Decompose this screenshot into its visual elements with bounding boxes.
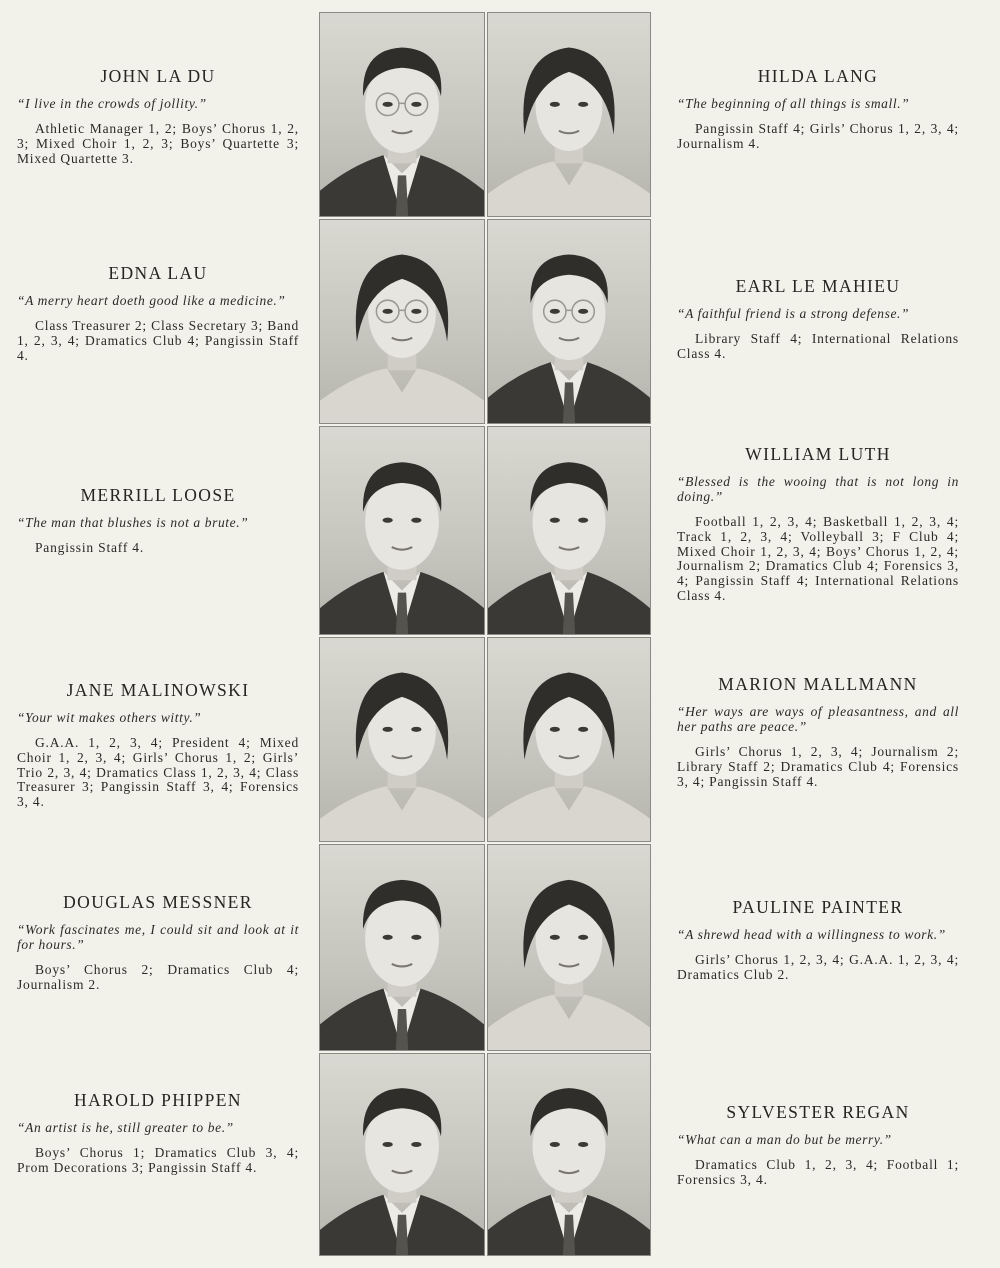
student-activities: G.A.A. 1, 2, 3, 4; President 4; Mixed Choir 1, 2, 3, 4; Girls’ Chorus 1, 2; Girls’ Trio 2, 3, 4; Dramatics Class 1, 2, 3, 4; Class Treasurer 3; Pangissin Staff 3, 4; Forensics 3, 4. bbox=[17, 735, 299, 810]
student-name: HILDA LANG bbox=[757, 66, 879, 86]
student-quote: “I live in the crowds of jollity.” bbox=[17, 96, 207, 111]
shoulders-shape bbox=[488, 161, 650, 216]
student-quote: “Your wit makes others witty.” bbox=[17, 710, 202, 725]
eye-shape bbox=[383, 102, 393, 107]
eye-shape bbox=[383, 935, 393, 940]
tie-shape bbox=[563, 382, 575, 423]
student-name: MARION MALLMANN bbox=[718, 674, 918, 694]
tie-shape bbox=[563, 1215, 575, 1255]
eye-shape bbox=[550, 309, 560, 314]
eye-shape bbox=[578, 518, 588, 523]
student-quote: “An artist is he, still greater to be.” bbox=[17, 1120, 234, 1135]
portrait-photo bbox=[319, 1053, 485, 1256]
eye-shape bbox=[383, 1142, 393, 1147]
student-name: SYLVESTER REGAN bbox=[726, 1102, 910, 1122]
student-name: PAULINE PAINTER bbox=[732, 897, 904, 917]
entry-earl-le-mahieu bbox=[677, 276, 959, 362]
student-activities: Library Staff 4; International Relations Class 4. bbox=[677, 331, 959, 361]
student-name: JANE MALINOWSKI bbox=[66, 680, 250, 700]
eye-shape bbox=[578, 309, 588, 314]
tie-shape bbox=[563, 593, 575, 634]
entry-william-luth bbox=[677, 444, 959, 604]
eye-shape bbox=[411, 1142, 421, 1147]
shoulders-shape bbox=[488, 786, 650, 841]
portrait-photo bbox=[487, 219, 651, 424]
eye-shape bbox=[383, 309, 393, 314]
eye-shape bbox=[383, 727, 393, 732]
shoulders-shape bbox=[488, 995, 650, 1050]
student-name: WILLIAM LUTH bbox=[745, 444, 891, 464]
portrait-silhouette bbox=[488, 427, 650, 634]
portrait-silhouette bbox=[320, 845, 484, 1050]
student-activities: Football 1, 2, 3, 4; Basketball 1, 2, 3, 4; Track 1, 2, 3, 4; Volleyball 3; F Club 4; Mixed Choir 1, 2, 3, 4; Boys’ Chorus 1, 2, 4; Journalism 2; Dramatics Club 4; Forensics 3, 4; Pangissin Staff 4; International Relations Class 4. bbox=[677, 514, 959, 603]
portrait-photo bbox=[319, 637, 485, 842]
portrait-silhouette bbox=[488, 220, 650, 423]
portrait-photo bbox=[319, 426, 485, 635]
portrait-silhouette bbox=[488, 845, 650, 1050]
eye-shape bbox=[550, 518, 560, 523]
student-quote: “What can a man do but be merry.” bbox=[677, 1132, 892, 1147]
eye-shape bbox=[411, 309, 421, 314]
portrait-photo bbox=[319, 219, 485, 424]
student-activities: Athletic Manager 1, 2; Boys’ Chorus 1, 2, 3; Mixed Choir 1, 2, 3; Boys’ Quartette 3; Mixed Quartette 3. bbox=[17, 121, 299, 166]
portrait-silhouette bbox=[320, 1054, 484, 1255]
tie-shape bbox=[396, 175, 408, 216]
eye-shape bbox=[550, 727, 560, 732]
entry-merrill-loose bbox=[17, 485, 299, 556]
student-activities: Girls’ Chorus 1, 2, 3, 4; Journalism 2; Library Staff 2; Dramatics Club 4; Forensics 3, 4; Pangissin Staff 4. bbox=[677, 744, 959, 789]
portrait-photo bbox=[487, 844, 651, 1051]
portrait-silhouette bbox=[320, 638, 484, 841]
student-activities: Class Treasurer 2; Class Secretary 3; Band 1, 2, 3, 4; Dramatics Club 4; Pangissin Staff 4. bbox=[17, 318, 299, 363]
eye-shape bbox=[411, 727, 421, 732]
student-activities: Boys’ Chorus 2; Dramatics Club 4; Journalism 2. bbox=[17, 962, 299, 992]
eye-shape bbox=[411, 518, 421, 523]
entry-sylvester-regan bbox=[677, 1102, 959, 1188]
student-name: MERRILL LOOSE bbox=[80, 485, 236, 505]
student-quote: “The man that blushes is not a brute.” bbox=[17, 515, 249, 530]
student-name: DOUGLAS MESSNER bbox=[63, 892, 253, 912]
eye-shape bbox=[550, 1142, 560, 1147]
student-name: JOHN LA DU bbox=[100, 66, 216, 86]
student-activities: Boys’ Chorus 1; Dramatics Club 3, 4; Prom Decorations 3; Pangissin Staff 4. bbox=[17, 1145, 299, 1175]
student-quote: “Work fascinates me, I could sit and look at it for hours.” bbox=[17, 922, 299, 952]
student-quote: “Her ways are ways of pleasantness, and all her paths are peace.” bbox=[677, 704, 959, 734]
portrait-silhouette bbox=[320, 13, 484, 216]
portrait-silhouette bbox=[488, 13, 650, 216]
entry-john-la-du bbox=[17, 66, 299, 166]
student-name: EDNA LAU bbox=[108, 263, 208, 283]
tie-shape bbox=[396, 1009, 408, 1050]
eye-shape bbox=[411, 935, 421, 940]
student-quote: “A shrewd head with a willingness to work.” bbox=[677, 927, 946, 942]
student-activities: Girls’ Chorus 1, 2, 3, 4; G.A.A. 1, 2, 3, 4; Dramatics Club 2. bbox=[677, 952, 959, 982]
tie-shape bbox=[396, 593, 408, 634]
portrait-silhouette bbox=[488, 638, 650, 841]
eye-shape bbox=[550, 102, 560, 107]
portrait-photo bbox=[319, 12, 485, 217]
entry-marion-mallmann bbox=[677, 674, 959, 789]
student-name: HAROLD PHIPPEN bbox=[74, 1090, 242, 1110]
portrait-photo bbox=[487, 1053, 651, 1256]
entry-douglas-messner bbox=[17, 892, 299, 993]
portrait-photo bbox=[319, 844, 485, 1051]
portrait-photo bbox=[487, 12, 651, 217]
tie-shape bbox=[396, 1215, 408, 1255]
eye-shape bbox=[578, 935, 588, 940]
eye-shape bbox=[383, 518, 393, 523]
entry-jane-malinowski bbox=[17, 680, 299, 810]
student-quote: “A merry heart doeth good like a medicine.” bbox=[17, 293, 286, 308]
portrait-silhouette bbox=[320, 427, 484, 634]
eye-shape bbox=[578, 1142, 588, 1147]
student-quote: “The beginning of all things is small.” bbox=[677, 96, 910, 111]
eye-shape bbox=[578, 727, 588, 732]
entry-hilda-lang bbox=[677, 66, 959, 152]
portrait-photo bbox=[487, 637, 651, 842]
entry-pauline-painter bbox=[677, 897, 959, 983]
student-quote: “A faithful friend is a strong defense.” bbox=[677, 306, 910, 321]
student-activities: Dramatics Club 1, 2, 3, 4; Football 1; Forensics 3, 4. bbox=[677, 1157, 959, 1187]
eye-shape bbox=[411, 102, 421, 107]
student-activities: Pangissin Staff 4. bbox=[35, 540, 145, 555]
student-quote: “Blessed is the wooing that is not long in doing.” bbox=[677, 474, 959, 504]
student-activities: Pangissin Staff 4; Girls’ Chorus 1, 2, 3, 4; Journalism 4. bbox=[677, 121, 959, 151]
entry-harold-phippen bbox=[17, 1090, 299, 1176]
entry-edna-lau bbox=[17, 263, 299, 363]
portrait-photo bbox=[487, 426, 651, 635]
portrait-silhouette bbox=[488, 1054, 650, 1255]
student-name: EARL LE MAHIEU bbox=[735, 276, 901, 296]
shoulders-shape bbox=[320, 786, 484, 841]
shoulders-shape bbox=[320, 368, 484, 423]
eye-shape bbox=[578, 102, 588, 107]
portrait-silhouette bbox=[320, 220, 484, 423]
eye-shape bbox=[550, 935, 560, 940]
